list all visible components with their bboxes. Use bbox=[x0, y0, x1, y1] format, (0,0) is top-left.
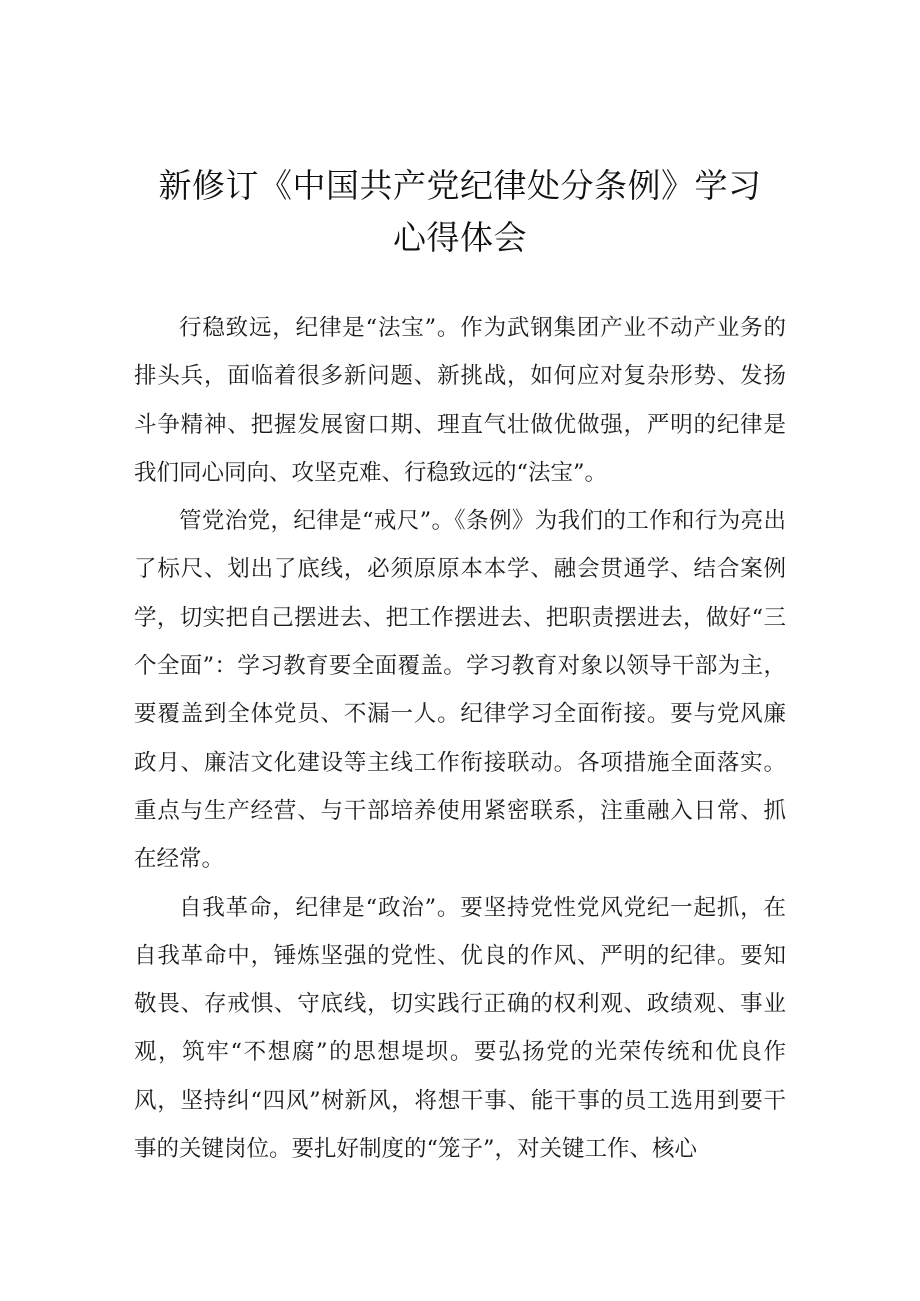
title-line-2: 心得体会 bbox=[393, 218, 527, 257]
paragraph-discipline-politics: 自我革命，纪律是“政治”。要坚持党性党风党纪一起抓，在自我革命中，锤炼坚强的党性、优良的作风、严明的纪律。要知敬畏、存戒惧、守底线，切实践行正确的权利观、政绩观、事业观，筑牢“不想腐”的思想堤坝。要弘扬党的光荣传统和优良作风，坚持纠“四风”树新风，将想干事、能干事的员工选用到要干事的关键岗位。要扎好制度的“笼子”，对关键工作、核心 bbox=[134, 894, 786, 1163]
document-title bbox=[120, 160, 800, 264]
document-body bbox=[134, 304, 786, 1173]
paragraph-discipline-treasure: 行稳致远，纪律是“法宝”。作为武钢集团产业不动产业务的排头兵，面临着很多新问题、新挑战，如何应对复杂形势、发扬斗争精神、把握发展窗口期、理直气壮做优做强，严明的纪律是我们同心同向、攻坚克难、行稳致远的“法宝”。 bbox=[134, 315, 786, 486]
title-line-1: 新修订《中国共产党纪律处分条例》学习 bbox=[158, 166, 762, 205]
paragraph-discipline-ruler: 管党治党，纪律是“戒尺”。《条例》为我们的工作和行为亮出了标尺、划出了底线，必须原原本本学、融会贯通学、结合案例学，切实把自己摆进去、把工作摆进去、把职责摆进去，做好“三个全面”：学习教育要全面覆盖。学习教育对象以领导干部为主，要覆盖到全体党员、不漏一人。纪律学习全面衔接。要与党风廉政月、廉洁文化建设等主线工作衔接联动。各项措施全面落实。重点与生产经营、与干部培养使用紧密联系，注重融入日常、抓在经常。 bbox=[134, 508, 786, 873]
